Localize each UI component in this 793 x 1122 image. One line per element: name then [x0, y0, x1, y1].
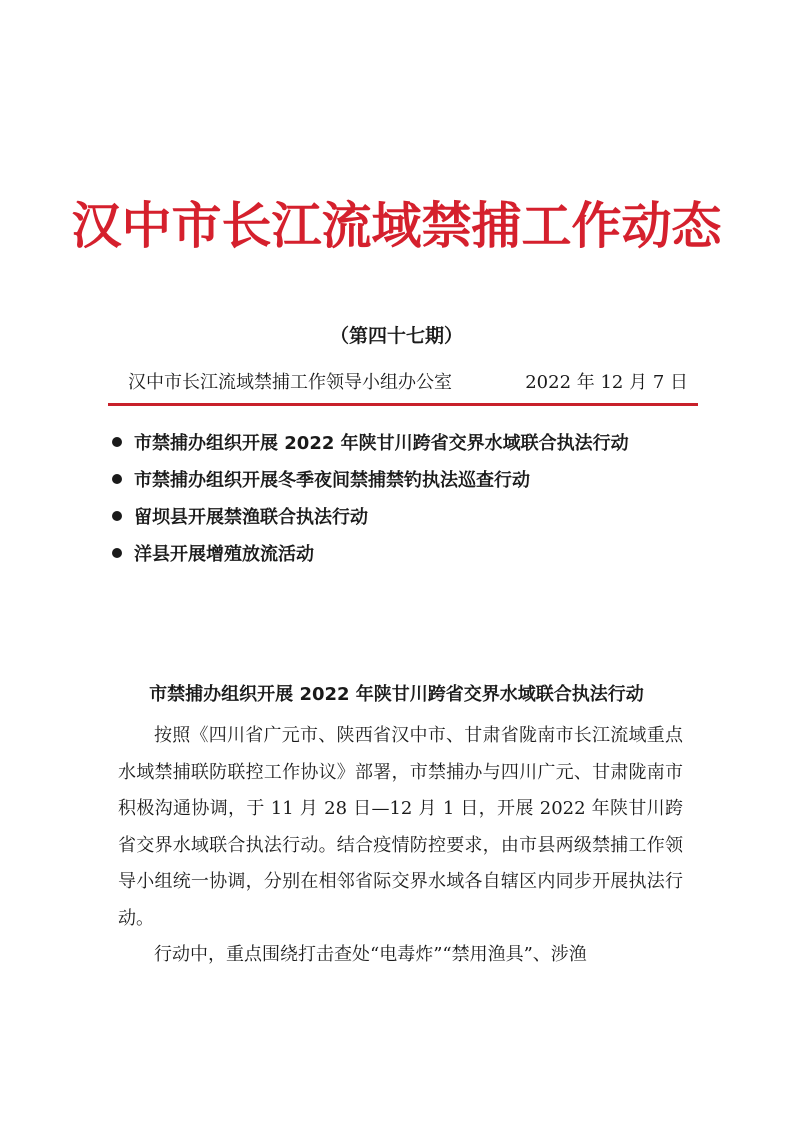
article-paragraph: 行动中，重点围绕打击查处“电毒炸”“禁用渔具”、涉渔 [154, 944, 587, 965]
article-paragraph: 按照《四川省广元市、陕西省汉中市、甘肃省陇南市长江流域重点水域禁捕联防联控工作协议》部署，市禁捕办与四川广元、甘肃陇南市积极沟通协调，于 11 月 28 日—12 月 1 日，开展 2022 年陕甘川跨省交界水域联合执法行动。结合疫情防控要求，由市县两级禁捕工作领导小组统一协调，分别在相邻省际交界水域各自辖区内同步开展执法行动。 [118, 725, 683, 929]
article-title: 市禁捕办组织开展 2022 年陕甘川跨省交界水域联合执法行动 [149, 684, 644, 705]
masthead-title: 汉中市长江流域禁捕工作动态 [71, 197, 722, 255]
bullet-icon [112, 474, 122, 484]
article-body [118, 718, 683, 974]
toc-item-text: 留坝县开展禁渔联合执法行动 [134, 507, 368, 528]
bullet-icon [112, 511, 122, 521]
toc-item-text: 市禁捕办组织开展冬季夜间禁捕禁钓执法巡查行动 [134, 470, 530, 491]
toc-item [112, 536, 732, 573]
issue-number: （第四十七期） [329, 325, 463, 347]
bullet-icon [112, 548, 122, 558]
issuer-line [128, 370, 688, 396]
toc-item-text: 洋县开展增殖放流活动 [134, 544, 314, 565]
toc-item [112, 499, 732, 536]
toc-item-text: 市禁捕办组织开展 2022 年陕甘川跨省交界水域联合执法行动 [134, 433, 629, 454]
red-divider-rule [108, 403, 698, 406]
toc-item [112, 425, 732, 462]
issue-date: 2022 年 12 月 7 日 [525, 372, 688, 393]
bullet-icon [112, 437, 122, 447]
issuer-name: 汉中市长江流域禁捕工作领导小组办公室 [128, 372, 452, 393]
toc-item [112, 462, 732, 499]
table-of-contents [112, 425, 732, 573]
